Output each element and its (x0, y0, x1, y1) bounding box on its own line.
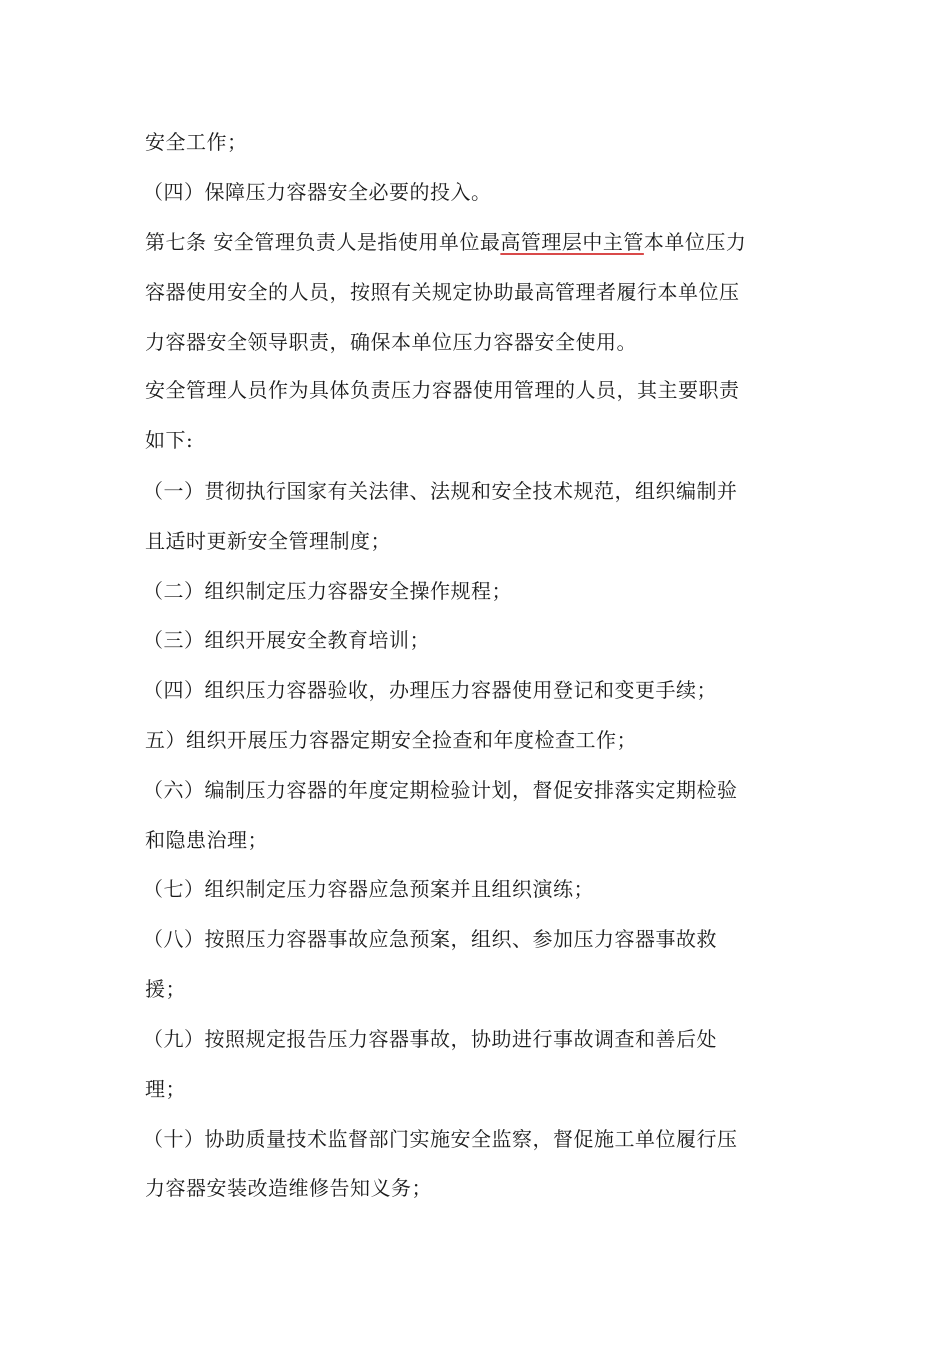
text-line: （七）组织制定压力容器应急预案并且组织演练； (143, 877, 594, 901)
underlined-text: 高管理层中主管 (500, 230, 644, 254)
text-line: 五）组织开展压力容器定期安全捡查和年度检查工作； (145, 728, 637, 752)
article-7-line (145, 230, 746, 254)
text-line: 安全管理人员作为具体负责压力容器使用管理的人员，其主要职责 (145, 378, 740, 402)
text-line: （六）编制压力容器的年度定期检验计划，督促安排落实定期检验 (143, 778, 738, 802)
text-line: （三）组织开展安全教育培训； (143, 628, 430, 652)
text-line: （十）协助质量技术监督部门实施安全监察，督促施工单位履行压 (143, 1127, 738, 1151)
article-7-text-end: 本单位压力 (643, 230, 747, 254)
text-line: （二）组织制定压力容器安全操作规程； (143, 579, 512, 603)
text-line: 容器使用安全的人员，按照有关规定协助最高管理者履行本单位压 (145, 280, 740, 304)
text-line: 力容器安装改造维修告知义务； (145, 1176, 432, 1200)
text-line: 且适时更新安全管理制度； (145, 529, 391, 553)
text-line: （四）组织压力容器验收，办理压力容器使用登记和变更手续； (143, 678, 717, 702)
text-line: （四）保障压力容器安全必要的投入。 (143, 180, 492, 204)
text-line: 力容器安全领导职责，确保本单位压力容器安全使用。 (145, 330, 637, 354)
text-line: 和隐患治理； (145, 828, 268, 852)
text-line: （八）按照压力容器事故应急预案，组织、参加压力容器事故救 (143, 927, 717, 951)
text-line: 理； (145, 1077, 186, 1101)
article-7-text: 第七条 安全管理负责人是指使用单位最 (145, 230, 501, 254)
text-line: （九）按照规定报告压力容器事故，协助进行事故调查和善后处 (143, 1027, 717, 1051)
text-line: 如下: (145, 428, 194, 452)
text-line: 安全工作； (145, 130, 248, 154)
text-line: （一）贯彻执行国家有关法律、法规和安全技术规范，组织编制并 (143, 479, 738, 503)
text-line: 援； (145, 977, 186, 1001)
